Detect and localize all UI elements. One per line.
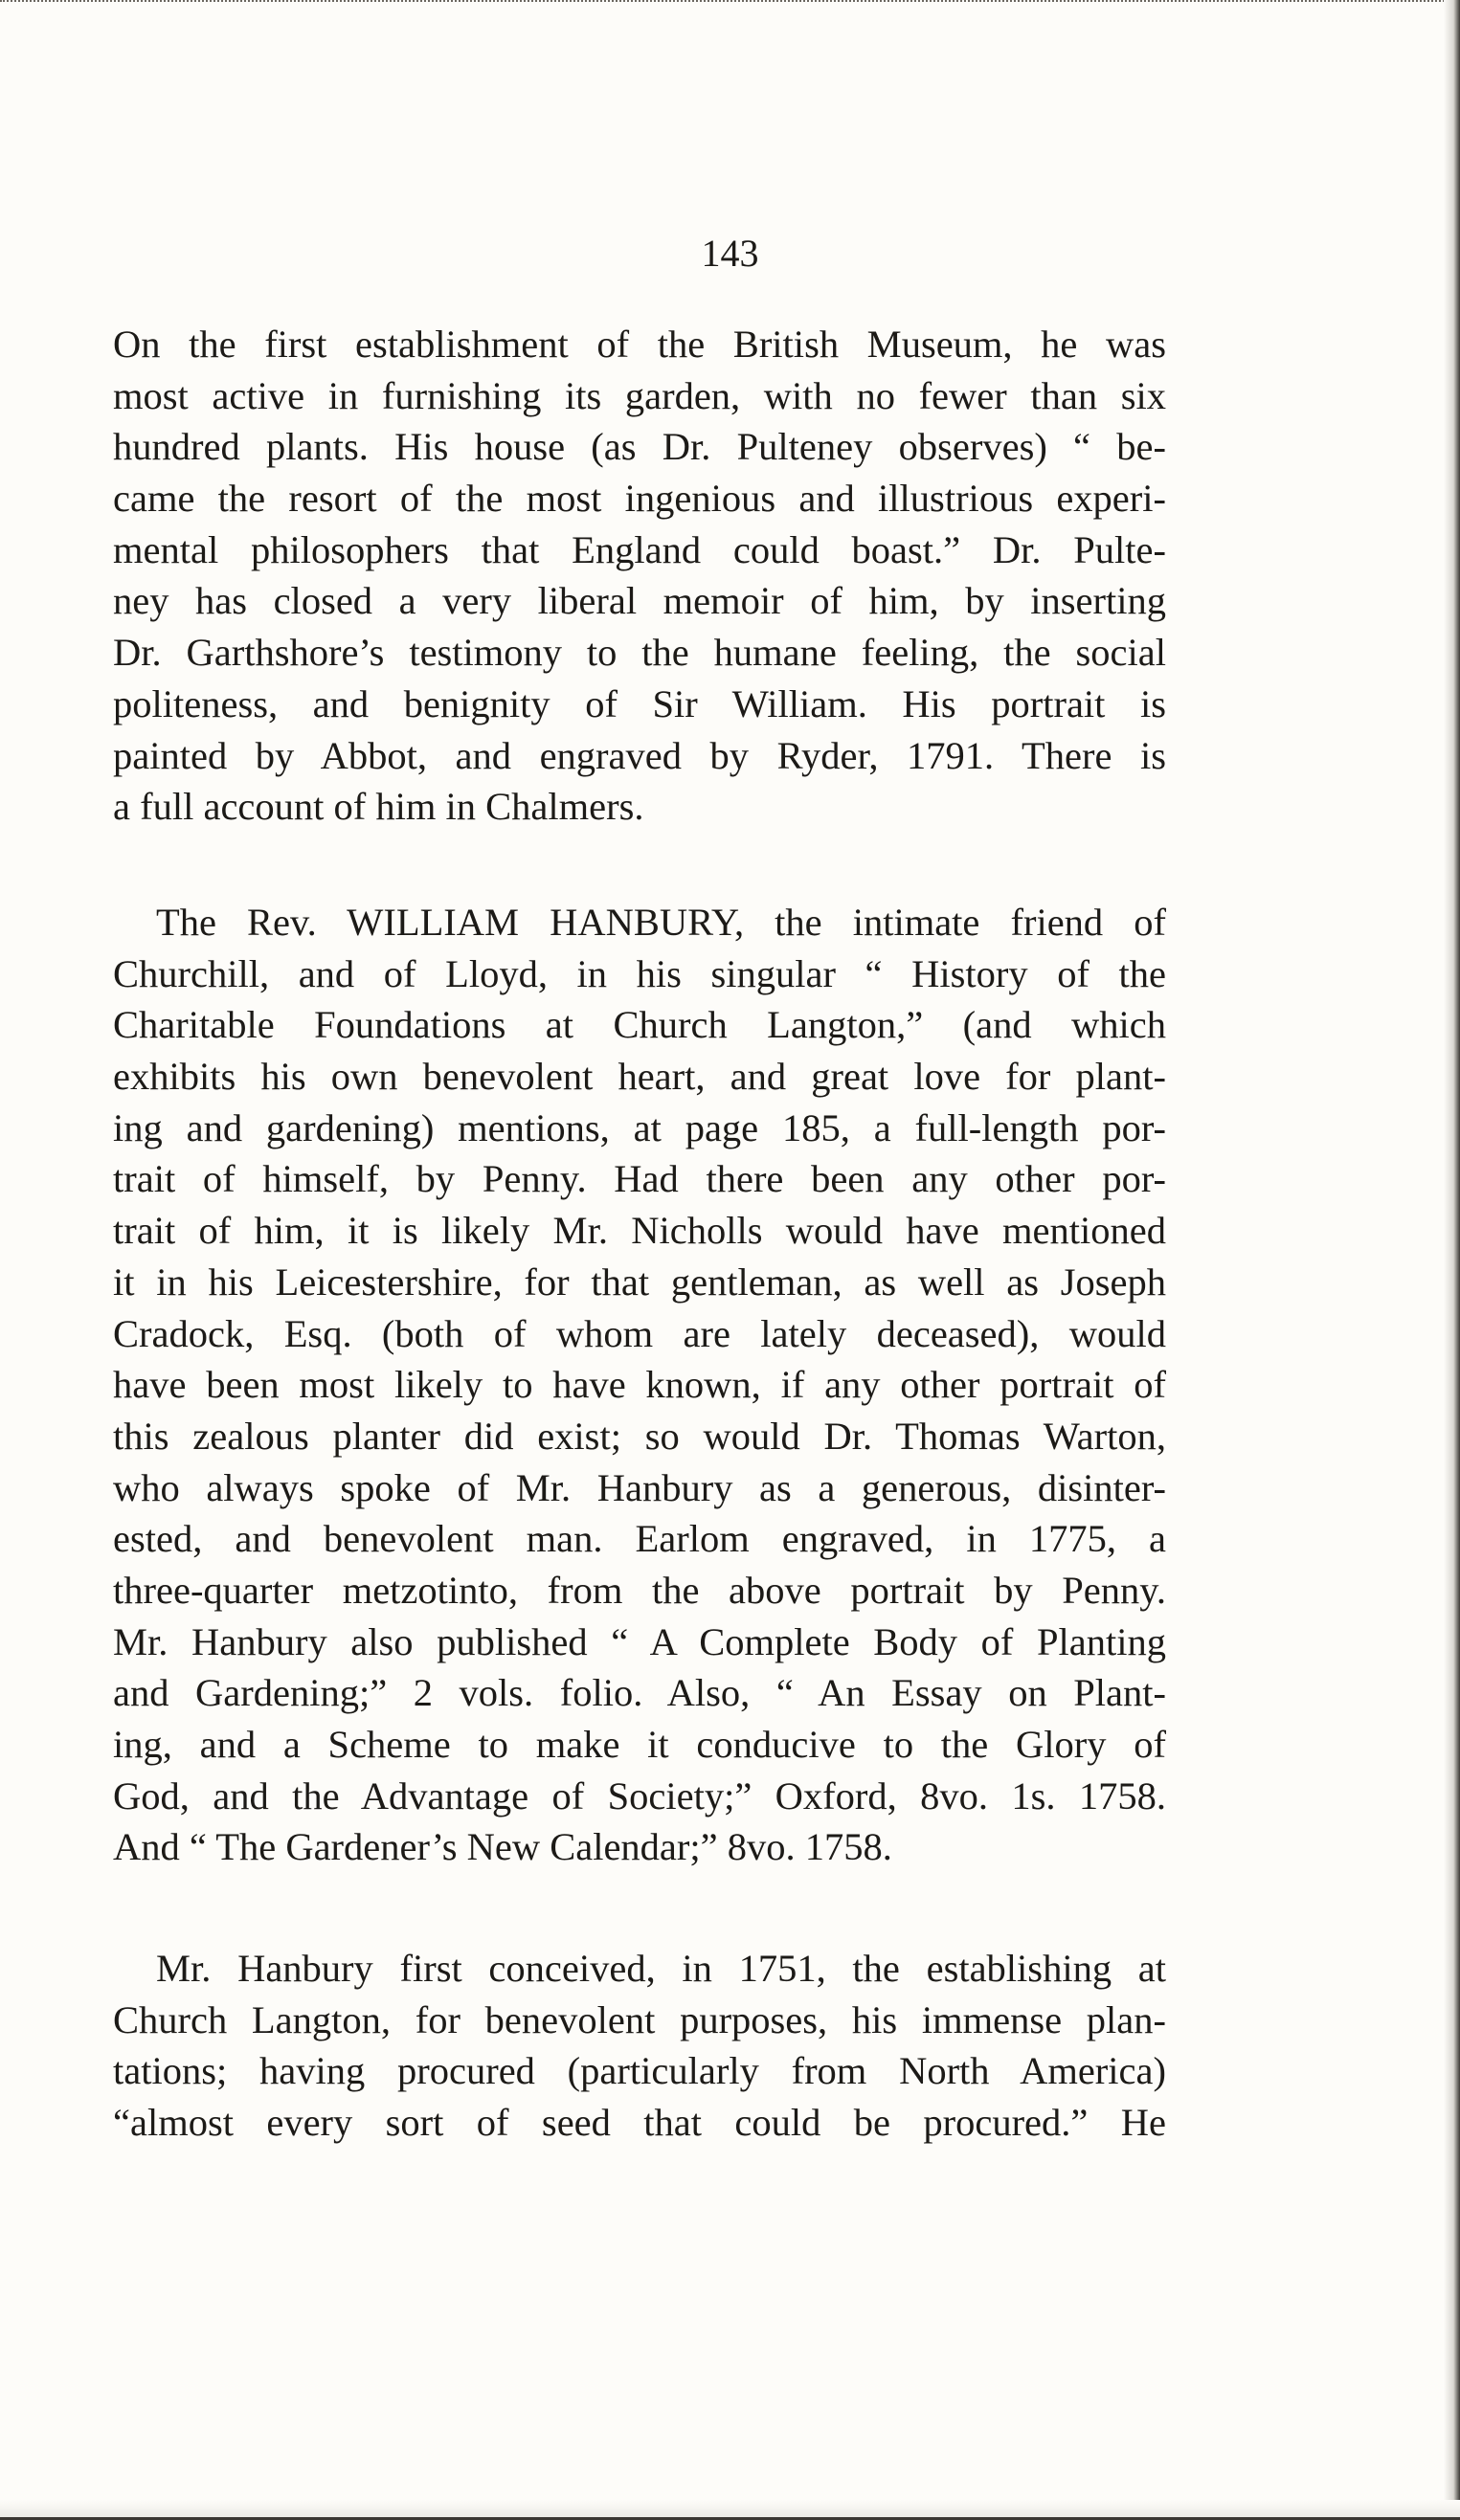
text-line: Church Langton, for benevolent purposes, his immense plan- [113,1997,1166,2041]
text-line: God, and the Advantage of Society;” Oxford, 8vo. 1s. 1758. [113,1773,1166,1818]
page-right-edge [1444,0,1460,2517]
paragraph-church-langton [113,1943,1166,2149]
text-line: hundred plants. His house (as Dr. Pulteney observes) “ be- [113,425,1166,469]
text-line: most active in furnishing its garden, with no fewer than six [113,373,1166,417]
text-line: mental philosophers that England could boast.” Dr. Pulte- [113,527,1166,571]
text-line: who always spoke of Mr. Hanbury as a generous, disinter- [113,1465,1166,1509]
paragraph-william-hanbury [113,897,1166,1873]
text-line: On the first establishment of the British Museum, he was [113,323,1166,366]
text-line: have been most likely to have known, if any other portrait of [113,1363,1166,1407]
text-line: exhibits his own benevolent heart, and great love for plant- [113,1055,1166,1099]
text-line: Churchill, and of Lloyd, in his singular “ History of the [113,951,1166,995]
text-line: The Rev. WILLIAM HANBURY, the intimate friend of [156,901,1166,944]
paragraph-british-museum [113,319,1166,833]
text-line: it in his Leicestershire, for that gentleman, as well as Joseph [113,1260,1166,1304]
text-line: politeness, and benignity of Sir William. His portrait is [113,681,1166,725]
text-line: ing and gardening) mentions, at page 185, a full-length por- [113,1105,1166,1149]
text-line: trait of him, it is likely Mr. Nicholls would have mentioned [113,1209,1166,1253]
text-line: ested, and benevolent man. Earlom engraved, in 1775, a [113,1517,1166,1561]
text-line: trait of himself, by Penny. Had there been any other por- [113,1157,1166,1201]
text-line: Dr. Garthshore’s testimony to the humane feeling, the social [113,631,1166,675]
text-line: painted by Abbot, and engraved by Ryder, 1791. There is [113,733,1166,777]
text-line: Cradock, Esq. (both of whom are lately deceased), would [113,1311,1166,1355]
page-number: 143 [701,232,759,275]
text-line: ing, and a Scheme to make it conducive to the Glory of [113,1723,1166,1766]
text-line: came the resort of the most ingenious and illustrious experi- [113,477,1166,521]
text-line: Mr. Hanbury also published “ A Complete Body of Planting [113,1619,1166,1663]
text-line: this zealous planter did exist; so would Dr. Thomas Warton, [113,1414,1166,1458]
text-line: And “ The Gardener’s New Calendar;” 8vo. 1758. [113,1825,892,1869]
text-line: Charitable Foundations at Church Langton,” (and which [113,1003,1166,1047]
text-line: and Gardening;” 2 vols. folio. Also, “ An Essay on Plant- [113,1671,1166,1715]
page-top-edge [0,0,1460,10]
text-line: “almost every sort of seed that could be procured.” He [113,2101,1166,2145]
text-line: three-quarter metzotinto, from the above portrait by Penny. [113,1568,1166,1612]
text-line: Mr. Hanbury first conceived, in 1751, the establishing at [156,1947,1166,1990]
text-line: tations; having procured (particularly from North America) [113,2049,1166,2093]
text-line: a full account of him in Chalmers. [113,785,644,829]
text-line: ney has closed a very liberal memoir of him, by inserting [113,579,1166,623]
